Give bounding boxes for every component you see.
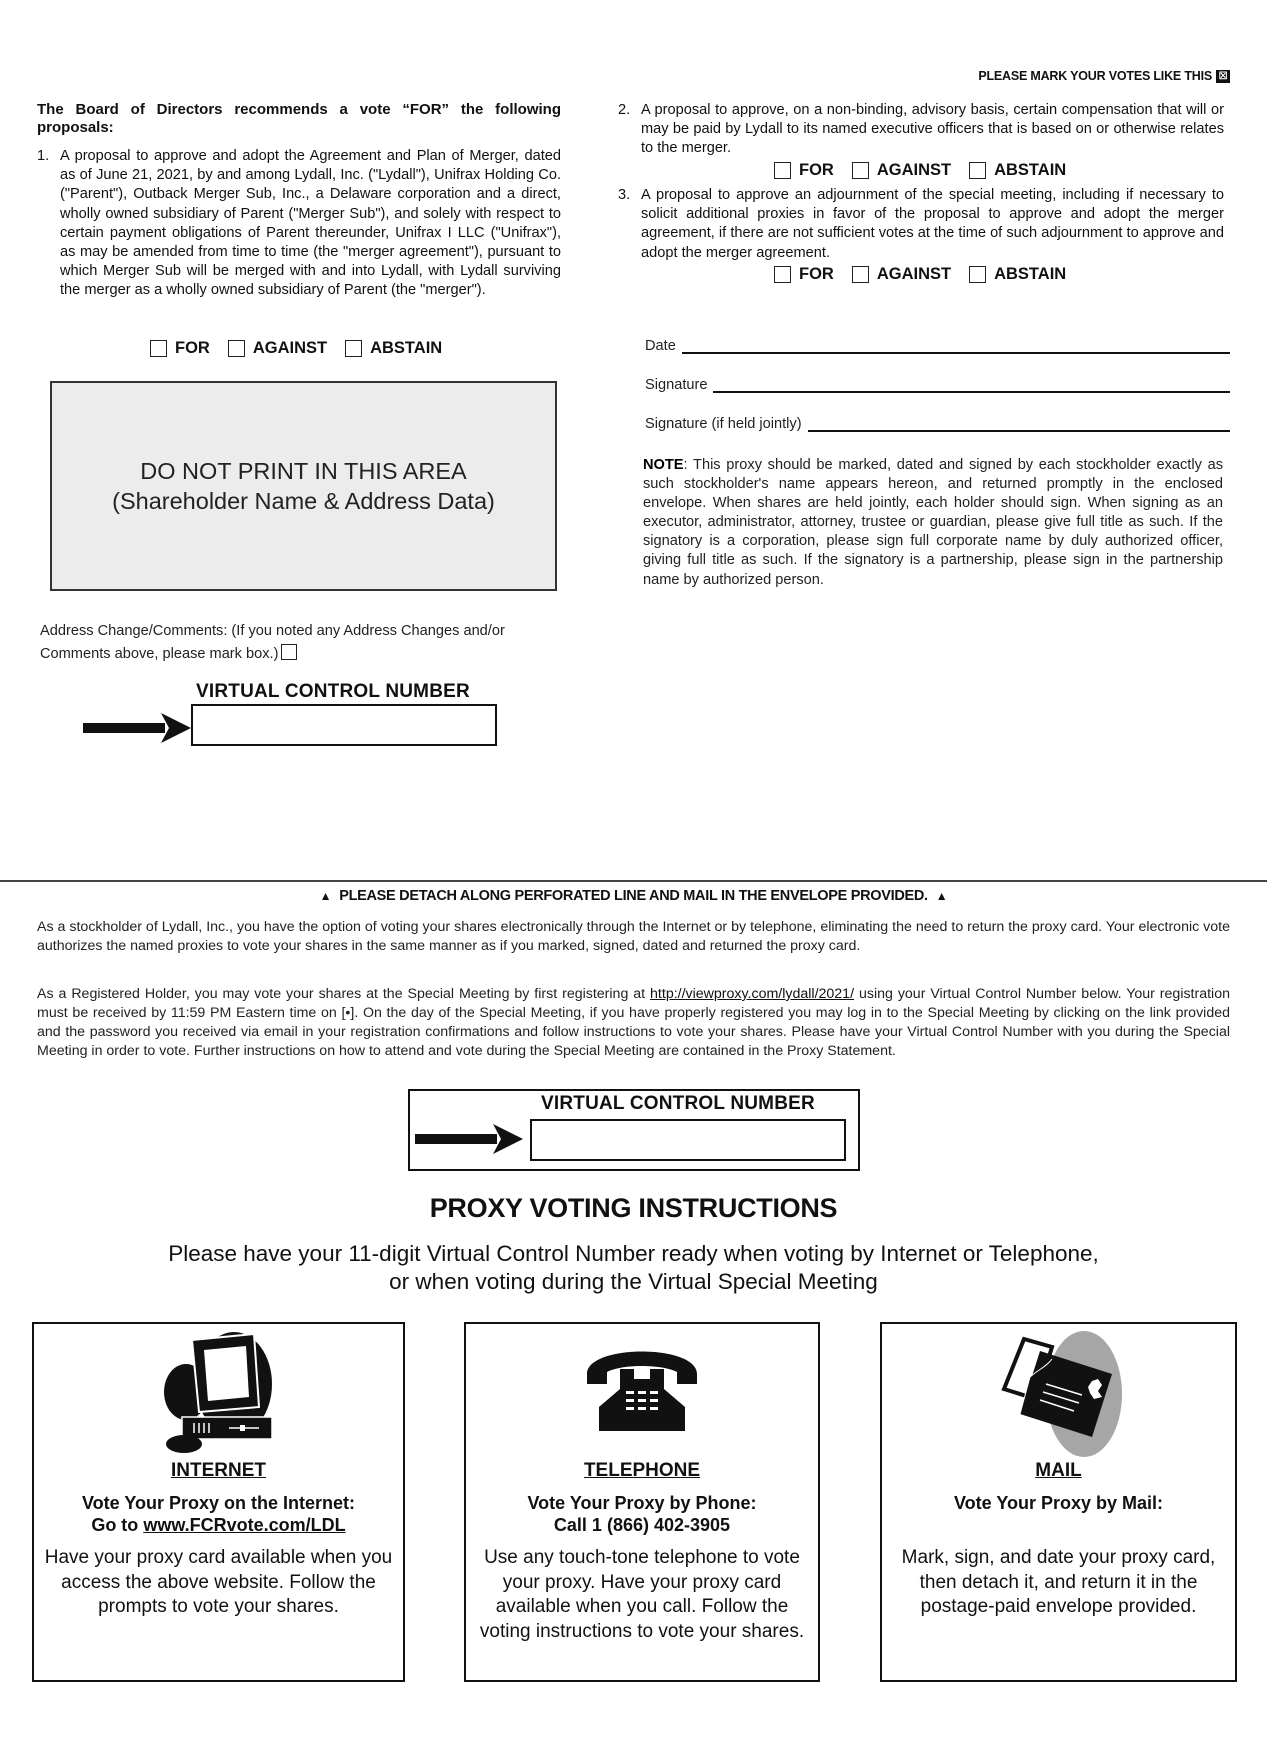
date-input-line[interactable] — [682, 340, 1230, 354]
mark-votes-text: PLEASE MARK YOUR VOTES LIKE THIS — [978, 69, 1212, 83]
registered-holder-paragraph — [37, 985, 1230, 1061]
vote-option-label: AGAINST — [876, 161, 952, 179]
go-to-prefix: Go to — [91, 1515, 144, 1535]
registered-holder-text-end: using your Virtual Control Number below. Your registration must be received by 11:59 PM Eastern time on [•]. On the day of the Special Meeting, if you have properly registered you may log in to the Special Meeting by clicking on the link provided and the password you received via email in your registration confirmations and follow instructions to vote your shares. Please have your Virtual Control Number with you during the Special Meeting in order to vote. Further instructions on how to attend and vote during the Special Meeting are contained in the Proxy Statement. — [37, 986, 1230, 1059]
proposal-1-against-checkbox[interactable] — [228, 339, 327, 358]
signing-note — [643, 456, 1223, 590]
proposal-3-abstain-checkbox[interactable] — [969, 265, 1066, 284]
checkbox-icon[interactable] — [228, 340, 245, 357]
vote-option-label: AGAINST — [876, 265, 952, 283]
proposal-2-against-checkbox[interactable] — [852, 161, 951, 180]
proxy-voting-instructions-title: PROXY VOTING INSTRUCTIONS — [429, 1193, 838, 1223]
proposal-number: 3. — [618, 187, 631, 203]
vote-option-label: ABSTAIN — [994, 161, 1067, 179]
marked-checkbox-example-icon: ☒ — [1216, 70, 1230, 83]
proposal-number: 2. — [618, 102, 631, 118]
proposal-3-vote-options — [774, 265, 1066, 284]
proposal-1-for-checkbox[interactable] — [150, 339, 210, 358]
proposal-2-vote-options — [774, 161, 1066, 180]
telephone-sub-line-1: Vote Your Proxy by Phone: — [527, 1493, 757, 1513]
checkbox-icon[interactable] — [852, 266, 869, 283]
proposal-text: A proposal to approve and adopt the Agreement and Plan of Merger, dated as of June 21, 2021, by and among Lydall, Inc. ("Lydall"), Unifrax Holding Co. ("Parent"), Outback Merger Sub, Inc., a Delaware corporation and a direct, wholly owned subsidiary of Parent ("Merger Sub"), and solely with respect to certain payment obligations of Parent thereunder, Unifrax I LLC ("Unifrax"), as may be amended from time to time (the "merger agreement"), pursuant to which Merger Sub will be merged with and into Lydall, with Lydall surviving the merger as a wholly owned subsidiary of Parent (the "merger"). — [60, 148, 561, 299]
signature-field[interactable] — [645, 377, 1230, 393]
vote-option-label: ABSTAIN — [994, 265, 1067, 283]
address-change-section — [40, 620, 570, 666]
telephone-icon — [582, 1330, 702, 1458]
proposal-number: 1. — [37, 148, 50, 164]
internet-sub-line-1: Vote Your Proxy on the Internet: — [81, 1493, 356, 1513]
checkbox-icon[interactable] — [969, 266, 986, 283]
right-arrow-icon — [83, 713, 191, 743]
computer-icon — [154, 1330, 284, 1458]
registered-holder-text-start: As a Registered Holder, you may vote your shares at the Special Meeting by first registering at — [37, 986, 651, 1002]
telephone-phone-number[interactable]: Call 1 (866) 402-3905 — [553, 1515, 731, 1535]
internet-description: Have your proxy card available when you access the above website. Follow the prompts to vote your shares. — [44, 1547, 393, 1617]
vote-option-label: FOR — [799, 265, 834, 283]
mark-votes-instruction — [978, 69, 1230, 83]
vote-option-label: FOR — [799, 161, 834, 179]
proposal-text: A proposal to approve, on a non-binding, advisory basis, certain compensation that will or may be paid by Lydall to its named executive officers that is based on or otherwise relates to the merger. — [641, 102, 1224, 157]
checkbox-icon[interactable] — [969, 162, 986, 179]
date-label: Date — [645, 338, 676, 354]
proposal-3-against-checkbox[interactable] — [852, 265, 951, 284]
vote-option-label: ABSTAIN — [370, 339, 443, 357]
right-arrow-icon — [415, 1124, 523, 1154]
address-change-text: Address Change/Comments: (If you noted any Address Changes and/or Comments above, please mark box.) — [40, 623, 505, 662]
proposal-3-for-checkbox[interactable] — [774, 265, 834, 284]
vote-option-label: FOR — [175, 339, 210, 357]
signature-label: Signature — [645, 377, 708, 393]
subtitle-line-2: or when voting during the Virtual Special Meeting — [389, 1269, 878, 1294]
internet-instructions — [82, 1492, 355, 1536]
internet-method-title: INTERNET — [171, 1460, 266, 1481]
proposal-3 — [618, 186, 1224, 263]
proposal-text: A proposal to approve an adjournment of the special meeting, including if necessary to solicit additional proxies in favor of the proposal to approve and adopt the merger agreement, if there are not sufficient votes at the time of such adjournment to approve and adopt the merger agreement. — [641, 187, 1224, 261]
detach-text: PLEASE DETACH ALONG PERFORATED LINE AND MAIL IN THE ENVELOPE PROVIDED. — [339, 888, 928, 904]
up-triangle-icon: ▲ — [935, 889, 948, 903]
virtual-control-number-label: VIRTUAL CONTROL NUMBER — [196, 681, 470, 702]
internet-sub-line-2 — [82, 1514, 355, 1536]
telephone-description: Use any touch-tone telephone to vote your proxy. Have your proxy card available when you call. Follow the voting instructions to vote your shares. — [479, 1547, 805, 1642]
virtual-control-number-field[interactable] — [191, 704, 497, 746]
joint-signature-field[interactable] — [645, 416, 1230, 432]
perforated-line-divider — [0, 880, 1267, 882]
voting-website-link[interactable]: www.FCRvote.com/LDL — [143, 1515, 346, 1535]
internet-voting-card — [32, 1322, 405, 1682]
signature-input-line[interactable] — [713, 379, 1230, 393]
checkbox-icon[interactable] — [852, 162, 869, 179]
proposal-1-abstain-checkbox[interactable] — [345, 339, 442, 358]
date-field[interactable] — [645, 338, 1230, 354]
checkbox-icon[interactable] — [345, 340, 362, 357]
note-text: : This proxy should be marked, dated and signed by each stockholder exactly as such stockholder's name appears hereon, and returned promptly in the enclosed envelope. When shares are held jointly, each holder should sign. When signing as an executor, administrator, attorney, trustee or guardian, please give full title as such. If the signatory is a corporation, please sign full corporate name by duly authorized officer, giving full title as such. If the signatory is a partnership, please sign in the partnership name by authorized person. — [643, 457, 1223, 588]
proposal-1 — [37, 147, 561, 301]
checkbox-icon[interactable] — [774, 162, 791, 179]
telephone-instructions — [527, 1492, 756, 1536]
subtitle-line-1: Please have your 11-digit Virtual Control Number ready when voting by Internet or Telephone, — [168, 1241, 1099, 1266]
joint-signature-input-line[interactable] — [808, 418, 1230, 432]
virtual-control-number-field[interactable] — [530, 1119, 846, 1161]
proxy-voting-instructions-subtitle — [0, 1240, 1267, 1296]
no-print-description: (Shareholder Name & Address Data) — [112, 488, 495, 514]
mail-voting-card — [880, 1322, 1237, 1682]
checkbox-icon[interactable] — [774, 266, 791, 283]
mail-sub-line-1: Vote Your Proxy by Mail: — [953, 1493, 1164, 1513]
no-print-warning: DO NOT PRINT IN THIS AREA — [140, 458, 467, 484]
proposal-1-vote-options — [150, 339, 442, 358]
virtual-control-number-label: VIRTUAL CONTROL NUMBER — [541, 1093, 815, 1114]
mail-description: Mark, sign, and date your proxy card, then detach it, and return it in the postage-paid envelope provided. — [901, 1547, 1216, 1617]
proposal-2 — [618, 101, 1224, 159]
joint-signature-label: Signature (if held jointly) — [645, 416, 802, 432]
address-change-checkbox[interactable] — [281, 644, 297, 660]
mail-instructions — [954, 1492, 1163, 1514]
up-triangle-icon: ▲ — [319, 889, 332, 903]
electronic-voting-paragraph: As a stockholder of Lydall, Inc., you have the option of voting your shares electronically through the Internet or by telephone, eliminating the need to return the proxy card. Your electronic vote authorizes the named proxies to vote your shares in the same manner as if you marked, signed, dated and returned the proxy card. — [37, 919, 1230, 954]
note-label: NOTE — [643, 457, 684, 473]
checkbox-icon[interactable] — [150, 340, 167, 357]
registration-link[interactable]: http://viewproxy.com/lydall/2021/ — [650, 986, 855, 1002]
vote-option-label: AGAINST — [252, 339, 328, 357]
proposal-2-for-checkbox[interactable] — [774, 161, 834, 180]
telephone-voting-card — [464, 1322, 820, 1682]
shareholder-address-area — [50, 381, 557, 591]
mail-method-title: MAIL — [1035, 1460, 1082, 1481]
envelope-icon — [984, 1330, 1134, 1458]
telephone-method-title: TELEPHONE — [583, 1460, 701, 1481]
board-recommendation-heading: The Board of Directors recommends a vote “FOR” the following proposals: — [37, 101, 561, 136]
detach-instruction — [0, 888, 1267, 904]
proposal-2-abstain-checkbox[interactable] — [969, 161, 1066, 180]
